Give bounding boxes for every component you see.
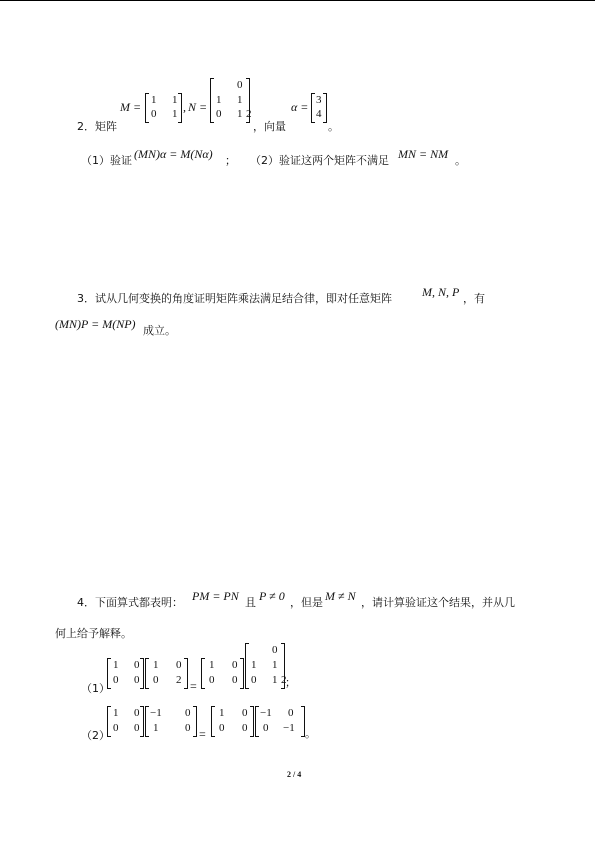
- q4-eq1-matrix-C: [201, 658, 244, 689]
- q4-eq1-matrix-A: [107, 658, 144, 689]
- matrix-cell: 0: [216, 108, 222, 120]
- q2-M-label: M =: [120, 100, 142, 114]
- matrix-cell: 3: [316, 94, 322, 106]
- q2-number: 2．矩阵: [77, 120, 117, 133]
- matrix-cell: 0: [242, 707, 248, 719]
- matrix-cell: 0: [113, 722, 119, 734]
- q2-alpha-label: α =: [291, 100, 309, 114]
- q2-end: 。: [328, 120, 339, 133]
- matrix-cell: 0: [185, 722, 191, 734]
- matrix-cell: 0: [232, 674, 238, 686]
- matrix-cell: 0: [219, 722, 225, 734]
- q4-eq2-matrix-A: [107, 706, 144, 737]
- matrix-cell: 0: [232, 659, 238, 671]
- matrix-cell: 0: [288, 707, 294, 719]
- q2-part2-prefix: （2）验证这两个矩阵不满足: [250, 154, 389, 167]
- matrix-cell: 0: [134, 659, 140, 671]
- q4-line2: 何上给予解释。: [55, 627, 132, 640]
- q4-eq1-equals: =: [190, 679, 197, 693]
- q3-line2-end: 成立。: [143, 324, 176, 337]
- header-rule: [0, 0, 595, 1]
- matrix-cell: 1: [172, 94, 178, 106]
- matrix-cell: 4: [316, 108, 322, 120]
- q2-matrix-N: [210, 78, 250, 123]
- matrix-cell: 0: [134, 674, 140, 686]
- matrix-cell: 0: [263, 722, 269, 734]
- matrix-cell: 1: [153, 659, 159, 671]
- q2-N-label: N =: [188, 100, 208, 114]
- q4-eq1-label: （1）: [81, 682, 110, 695]
- matrix-cell: 1: [216, 94, 222, 106]
- q2-vector-text: ，向量: [253, 120, 286, 133]
- matrix-cell: 1: [272, 674, 278, 686]
- q4-f1: PM = PN: [192, 589, 239, 603]
- q4-eq2-matrix-C: [211, 706, 254, 737]
- matrix-cell: 1: [237, 108, 243, 120]
- q4-eq2-equals: =: [199, 727, 206, 741]
- matrix-cell: 0: [209, 674, 215, 686]
- page-number: 2 / 4: [287, 770, 302, 779]
- matrix-cell: 1: [209, 659, 215, 671]
- matrix-cell: 0: [153, 674, 159, 686]
- matrix-cell: 2: [176, 674, 182, 686]
- q4-eq2-end: 。: [305, 727, 316, 740]
- q3-line1: 3．试从几何变换的角度证明矩阵乘法满足结合律，即对任意矩阵: [77, 292, 392, 305]
- q4-eq1-end: ；: [285, 676, 296, 689]
- matrix-cell: 1: [251, 659, 257, 671]
- matrix-cell: 2: [246, 108, 252, 120]
- matrix-cell: 1: [272, 659, 278, 671]
- matrix-cell: 0: [113, 674, 119, 686]
- q3-line1-end: ，有: [463, 292, 485, 305]
- matrix-cell: 1: [172, 108, 178, 120]
- q4-line1-a: 4．下面算式都表明：: [77, 596, 183, 609]
- matrix-cell: 2: [281, 674, 287, 686]
- q4-and: 且: [245, 596, 256, 609]
- matrix-cell: 0: [176, 659, 182, 671]
- q2-matrix-M: [145, 93, 182, 123]
- q4-eq2-matrix-D: [255, 706, 305, 737]
- q2-part2-formula: MN = NM: [398, 147, 449, 161]
- matrix-cell: 0: [134, 722, 140, 734]
- matrix-cell: 0: [237, 79, 243, 91]
- q4-eq1-matrix-D: [245, 643, 285, 689]
- q4-f3: M ≠ N: [325, 589, 356, 603]
- matrix-cell: 0: [151, 108, 157, 120]
- q4-line1-b: ，请计算验证这个结果，并从几: [361, 596, 515, 609]
- q2-part1-suffix: ；: [225, 154, 236, 167]
- q4-f2: P ≠ 0: [259, 589, 285, 603]
- q2-comma: ,: [183, 100, 186, 114]
- matrix-cell: 1: [153, 722, 159, 734]
- matrix-cell: 1: [219, 707, 225, 719]
- matrix-cell: 0: [272, 644, 278, 656]
- matrix-cell: 1: [237, 94, 243, 106]
- matrix-cell: 1: [113, 659, 119, 671]
- matrix-cell: 0: [134, 707, 140, 719]
- q2-vector-alpha: [311, 93, 327, 123]
- q4-eq1-matrix-B: [145, 658, 188, 689]
- q3-vars: M, N, P: [422, 285, 460, 299]
- matrix-cell: 0: [185, 707, 191, 719]
- q3-formula: (MN)P = M(NP): [55, 317, 136, 331]
- q4-eq2-matrix-B: [145, 706, 197, 737]
- matrix-cell: −1: [260, 707, 272, 719]
- q4-eq2-label: （2）: [81, 729, 110, 742]
- q2-part1-prefix: （1）验证: [81, 154, 132, 167]
- matrix-cell: 1: [113, 707, 119, 719]
- q2-part2-suffix: 。: [455, 154, 466, 167]
- matrix-cell: 0: [251, 674, 257, 686]
- matrix-cell: −1: [283, 722, 295, 734]
- q4-but: ，但是: [290, 596, 323, 609]
- matrix-cell: −1: [150, 707, 162, 719]
- matrix-cell: 0: [242, 722, 248, 734]
- q2-part1-formula: (MN)α = M(Nα): [134, 147, 213, 161]
- matrix-cell: 1: [151, 94, 157, 106]
